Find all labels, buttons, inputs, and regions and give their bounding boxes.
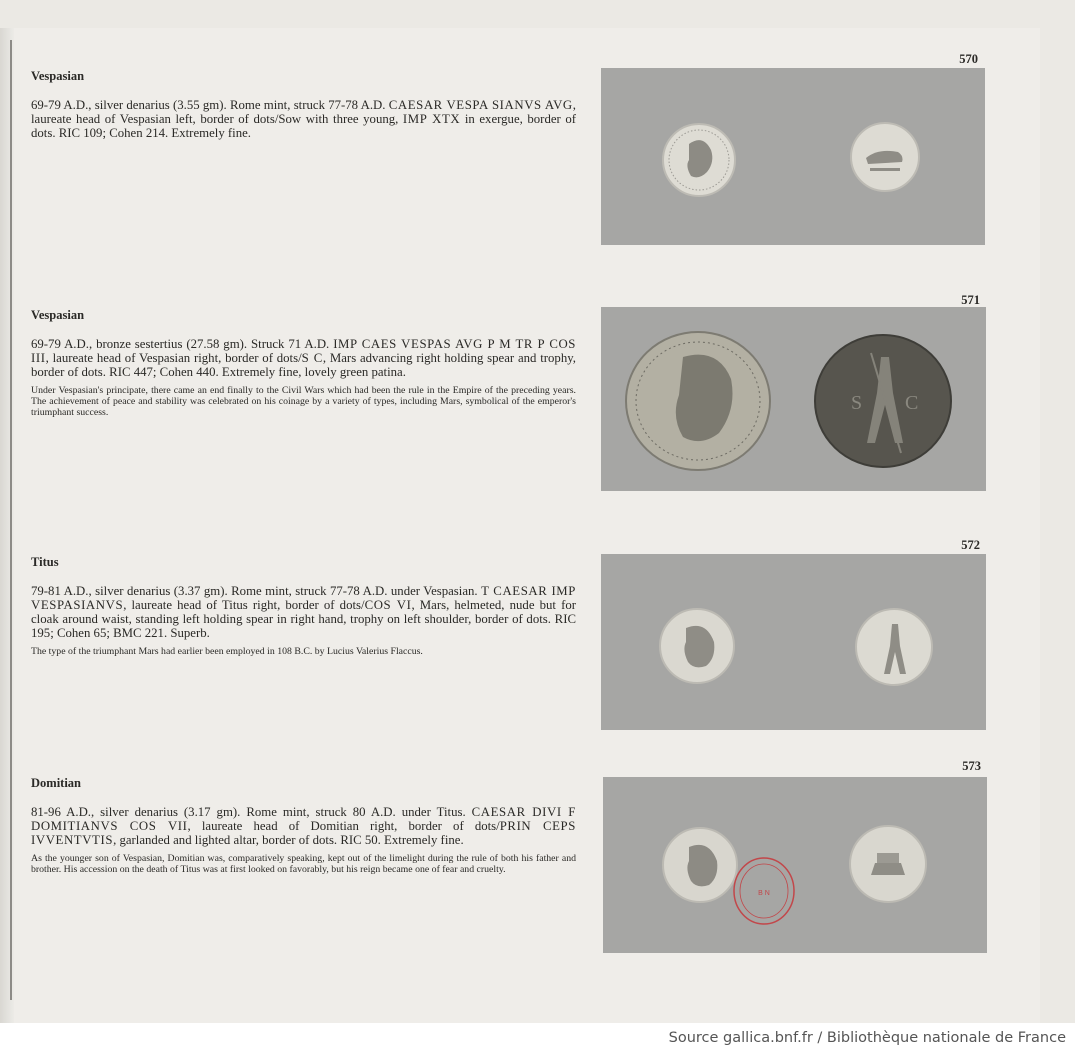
svg-text:C: C: [905, 392, 919, 414]
coin-description: 81-96 A.D., silver denarius (3.17 gm). Rome mint, struck 80 A.D. under Titus. CAESAR DIVI F DOMITIANVS COS VII, laureate head of Domitian right, border of dots/PRIN CEPS IVVENTVTIS, garlanded and lighted altar, border of dots. RIC 50. Extremely fine.: [31, 805, 576, 847]
historical-note: Under Vespasian's principate, there came an end finally to the Civil Wars which had been the rule in the Empire of the preceding years. The achievement of peace and stability was celebrated on his coinage by a variety of types, including Mars, symbolical of the emperor's triumphant success.: [31, 385, 576, 418]
catalogue-number: 570: [959, 52, 978, 66]
coin-description: 79-81 A.D., silver denarius (3.37 gm). Rome mint, struck 77-78 A.D. under Vespasian. T CAESAR IMP VESPASIANVS, laureate head of Titus right, border of dots/COS VI, Mars, helmeted, nude but for cloak around waist, standing left holding spear in right hand, trophy on left shoulder, border of dots. RIC 195; Cohen 65; BMC 221. Superb.: [31, 584, 576, 640]
catalogue-number: 571: [961, 293, 980, 307]
coin-reverse: [852, 606, 936, 688]
catalogue-entry: [31, 308, 576, 418]
coin-photo-plate: [601, 68, 985, 245]
ruler-name: Vespasian: [31, 308, 85, 322]
coin-obverse: [623, 329, 773, 473]
catalogue-number: 572: [961, 538, 980, 552]
gutter-line: [10, 40, 12, 1000]
coin-photo-plate: [601, 307, 986, 491]
coin-reverse: [813, 333, 953, 469]
svg-text:B N: B N: [758, 890, 770, 897]
coin-obverse: [656, 606, 738, 686]
ruler-name: Domitian: [31, 776, 81, 790]
catalogue-entry: [31, 555, 576, 658]
coin-reverse: [848, 120, 922, 194]
historical-note: The type of the triumphant Mars had earlier been employed in 108 B.C. by Lucius Valerius Flaccus.: [31, 646, 423, 657]
catalogue-entry: [31, 776, 576, 876]
catalogue-entry: [31, 69, 576, 140]
coin-description: 69-79 A.D., silver denarius (3.55 gm). Rome mint, struck 77-78 A.D. CAESAR VESPA SIANVS AVG, laureate head of Vespasian left, border of dots/Sow with three young, IMP XTX in exergue, border of dots. RIC 109; Cohen 214. Extremely fine.: [31, 98, 577, 140]
svg-text:S: S: [851, 392, 863, 414]
coin-reverse: [847, 823, 929, 905]
ruler-name: Titus: [31, 555, 59, 569]
catalogue-number: 573: [962, 759, 981, 773]
coin-photo-plate: [603, 777, 987, 953]
historical-note: As the younger son of Vespasian, Domitian was, comparatively speaking, kept out of the limelight during the rule of both his father and brother. His accession on the death of Titus was at first looked on favorably, but his reign became one of fear and cruelty.: [31, 853, 576, 875]
library-stamp: [729, 855, 799, 927]
coin-description: 69-79 A.D., bronze sestertius (27.58 gm). Struck 71 A.D. IMP CAES VESPAS AVG P M TR P COS III, laureate head of Vespasian right, border of dots/S C, Mars advancing right holding spear and trophy, border of dots. RIC 447; Cohen 440. Extremely fine, lovely green patina.: [31, 337, 577, 379]
source-credit: Source gallica.bnf.fr / Bibliothèque nationale de France: [668, 1030, 1066, 1046]
coin-photo-plate: [601, 554, 986, 730]
ruler-name: Vespasian: [31, 69, 85, 83]
coin-obverse: [659, 120, 739, 200]
